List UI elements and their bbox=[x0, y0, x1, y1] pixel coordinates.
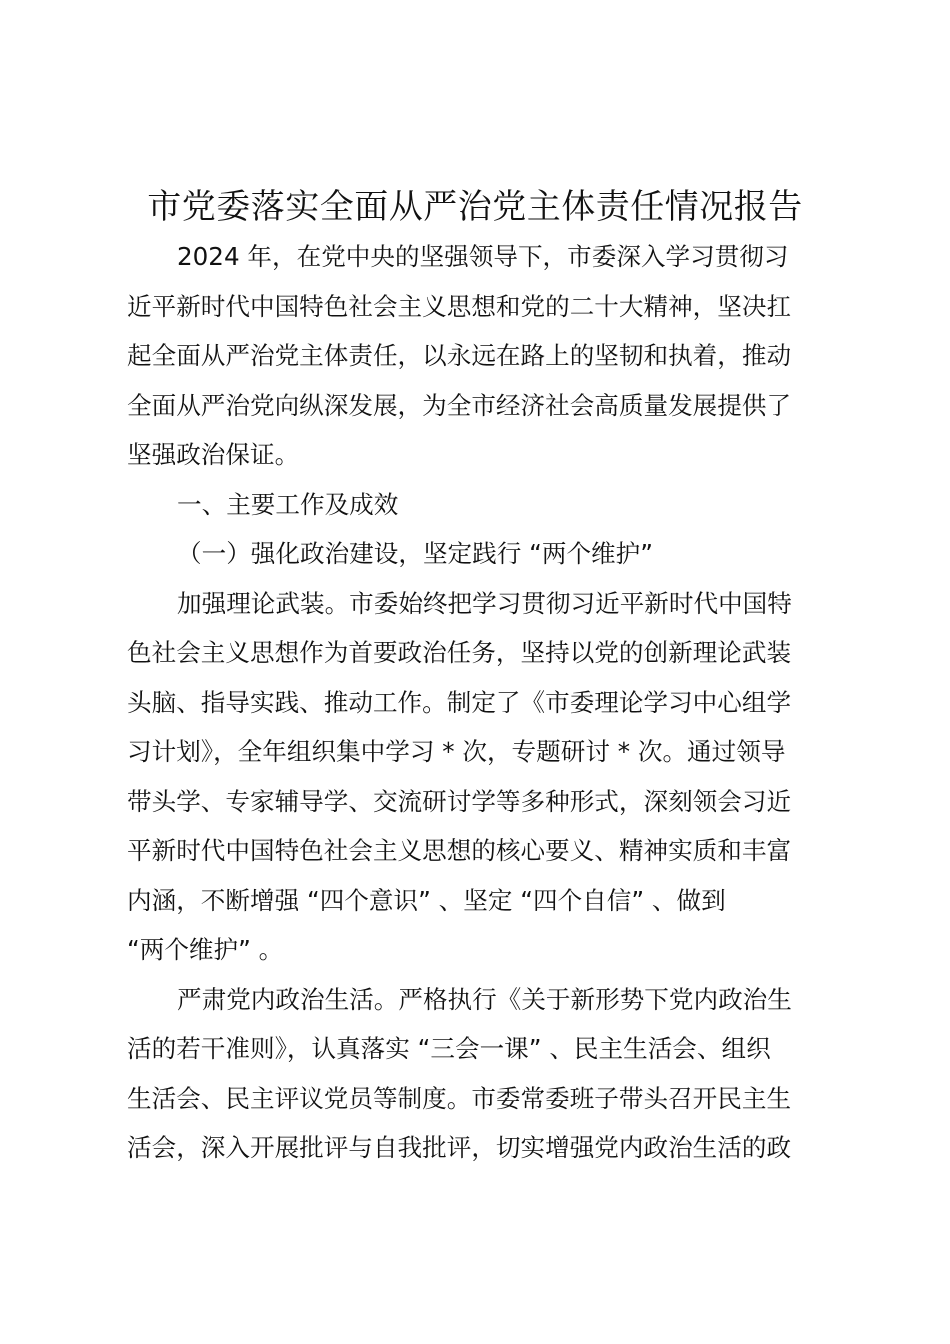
section-heading bbox=[127, 480, 837, 530]
text-line: 活会，深入开展批评与自我批评，切实增强党内政治生活的政 bbox=[127, 1133, 792, 1162]
text-line: （一）强化政治建设，坚定践行 “两个维护” bbox=[177, 539, 653, 568]
text-line: 全面从严治党向纵深发展，为全市经济社会高质量发展提供了 bbox=[127, 390, 792, 420]
text-line: 坚强政治保证。 bbox=[127, 440, 300, 469]
text-line: 平新时代中国特色社会主义思想的核心要义、精神实质和丰富 bbox=[127, 836, 792, 865]
text-line: 活的若干准则》，认真落实 “三会一课” 、民主生活会、组织 bbox=[127, 1034, 771, 1063]
text-line: 起全面从严治党主体责任，以永远在路上的坚韧和执着，推动 bbox=[127, 341, 792, 370]
subsection-heading bbox=[127, 529, 837, 579]
text-line: 严肃党内政治生活。严格执行《关于新形势下党内政治生 bbox=[177, 984, 792, 1014]
text-line: 头脑、指导实践、推动工作。制定了《市委理论学习中心组学 bbox=[127, 687, 792, 717]
intro-paragraph bbox=[127, 232, 837, 480]
text-line: 习计划》，全年组织集中学习 * 次，专题研讨 * 次。通过领导 bbox=[127, 737, 786, 766]
text-line: 内涵，不断增强 “四个意识” 、坚定 “四个自信” 、做到 bbox=[127, 885, 726, 915]
document-body bbox=[127, 232, 837, 1173]
text-line: 近平新时代中国特色社会主义思想和党的二十大精神，坚决扛 bbox=[127, 291, 792, 321]
text-line: 色社会主义思想作为首要政治任务，坚持以党的创新理论武装 bbox=[127, 638, 792, 667]
party-life-paragraph bbox=[127, 975, 837, 1173]
text-line: 加强理论武装。市委始终把学习贯彻习近平新时代中国特 bbox=[177, 588, 792, 618]
text-line: 带头学、专家辅导学、交流研讨学等多种形式，深刻领会习近 bbox=[127, 786, 792, 816]
text-line: “两个维护” 。 bbox=[127, 935, 284, 964]
theory-paragraph bbox=[127, 579, 837, 975]
text-line: 一、主要工作及成效 bbox=[177, 489, 399, 519]
document-title: 市党委落实全面从严治党主体责任情况报告 bbox=[147, 187, 803, 227]
text-line: 生活会、民主评议党员等制度。市委常委班子带头召开民主生 bbox=[127, 1083, 792, 1113]
text-line: 2024 年，在党中央的坚强领导下，市委深入学习贯彻习 bbox=[177, 242, 789, 271]
